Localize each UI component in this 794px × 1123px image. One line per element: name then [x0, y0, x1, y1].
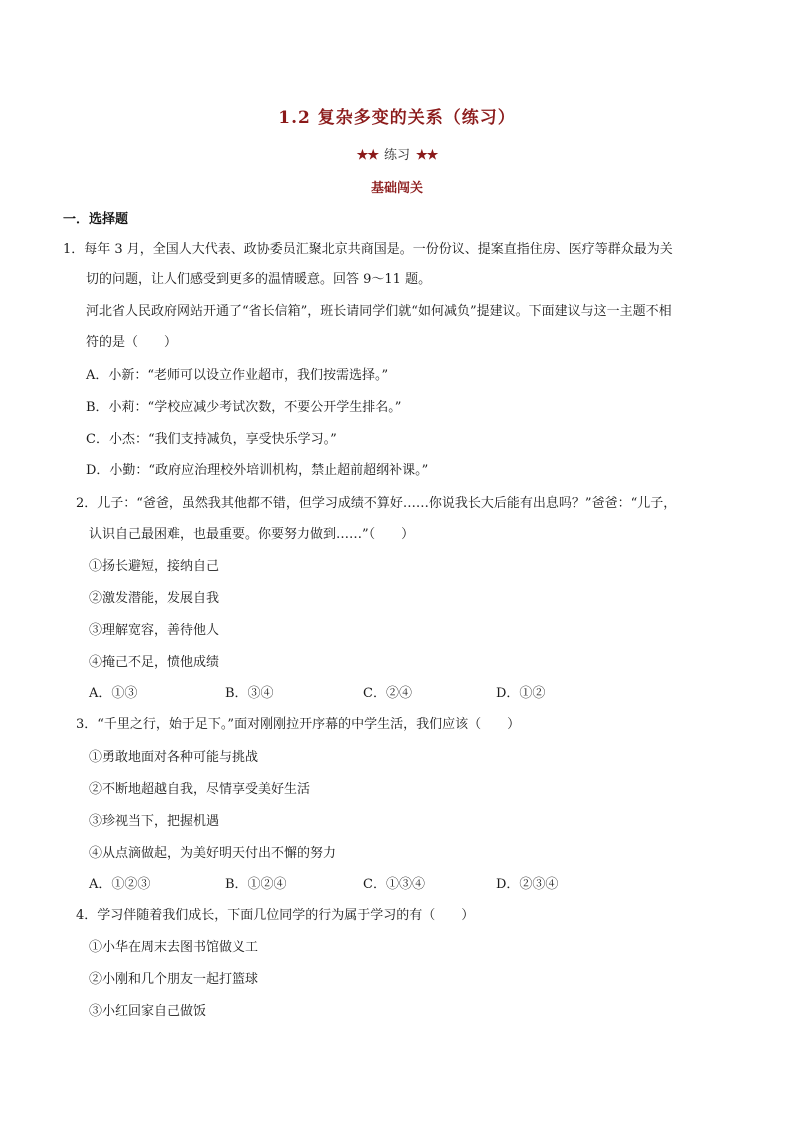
section-heading: 基础闯关: [370, 181, 423, 196]
question-3-statement-2: ②不断地超越自我，尽情享受美好生活: [89, 782, 311, 797]
question-2-statement-3: ③理解宽容，善待他人: [89, 623, 220, 638]
question-4-line-1: 4．学习伴随着我们成长，下面几位同学的行为属于学习的有（ ）: [76, 908, 475, 923]
part-heading: 一．选择题: [63, 212, 129, 227]
page-title: 1.2 复杂多变的关系（练习）: [278, 108, 516, 128]
question-1-line-2: 切的问题，让人们感受到更多的温情暖意。回答 9～11 题。: [86, 272, 432, 287]
question-3-option-b: B．①②④: [225, 877, 287, 892]
question-1-choice-c: C．小杰：“我们支持减负，享受快乐学习。”: [86, 432, 337, 447]
question-2-line-2: 认识自己最困难，也最重要。你要努力做到……”（ ）: [89, 527, 415, 542]
question-4-statement-1: ①小华在周末去图书馆做义工: [89, 940, 259, 955]
question-2-statement-2: ②激发潜能，发展自我: [89, 591, 220, 606]
question-1-line-4: 符的是（ ）: [86, 335, 178, 350]
question-1-line-1: 1．每年 3 月，全国人大代表、政协委员汇聚北京共商国是。一份份议、提案直指住房、医疗等群众最为关: [63, 242, 673, 257]
question-2-statement-4: ④掩己不足，愤他成绩: [89, 655, 220, 670]
question-2-statement-1: ①扬长避短，接纳自己: [89, 559, 220, 574]
question-1-choice-b: B．小莉：“学校应减少考试次数，不要公开学生排名。”: [86, 400, 402, 415]
question-2-line-1: 2．儿子：“爸爸，虽然我其他都不错，但学习成绩不算好……你说我长大后能有出息吗？”爸爸：“儿子，: [76, 496, 677, 511]
question-2-option-d: D．①②: [496, 686, 546, 701]
question-3-option-a: A．①②③: [89, 877, 151, 892]
question-3-options: [0, 876, 794, 894]
question-2-option-b: B．③④: [225, 686, 274, 701]
question-2-option-a: A．①③: [89, 686, 138, 701]
stars-left: ★★: [356, 148, 378, 163]
question-2-options: [0, 685, 794, 703]
question-3-statement-3: ③珍视当下，把握机遇: [89, 814, 220, 829]
question-2-option-c: C．②④: [363, 686, 412, 701]
question-3-line-1: 3．“千里之行，始于足下。”面对刚刚拉开序幕的中学生活，我们应该（ ）: [76, 717, 521, 732]
question-1-choice-d: D．小勤：“政府应治理校外培训机构，禁止超前超纲补课。”: [86, 463, 429, 478]
question-3-option-c: C．①③④: [363, 877, 425, 892]
question-4-statement-2: ②小刚和几个朋友一起打篮球: [89, 972, 259, 987]
question-1-choice-a: A．小新：“老师可以设立作业超市，我们按需选择。”: [86, 368, 389, 383]
practice-subtitle: [0, 144, 794, 163]
question-1-line-3: 河北省人民政府网站开通了“省长信箱”，班长请同学们就“如何减负”提建议。下面建议与这一主题不相: [86, 304, 672, 319]
question-4-statement-3: ③小红回家自己做饭: [89, 1004, 207, 1019]
practice-label: 练习: [383, 148, 410, 163]
question-3-statement-1: ①勇敢地面对各种可能与挑战: [89, 750, 259, 765]
stars-right: ★★: [416, 148, 438, 163]
question-3-statement-4: ④从点滴做起，为美好明天付出不懈的努力: [89, 846, 337, 861]
question-3-option-d: D．②③④: [496, 877, 559, 892]
